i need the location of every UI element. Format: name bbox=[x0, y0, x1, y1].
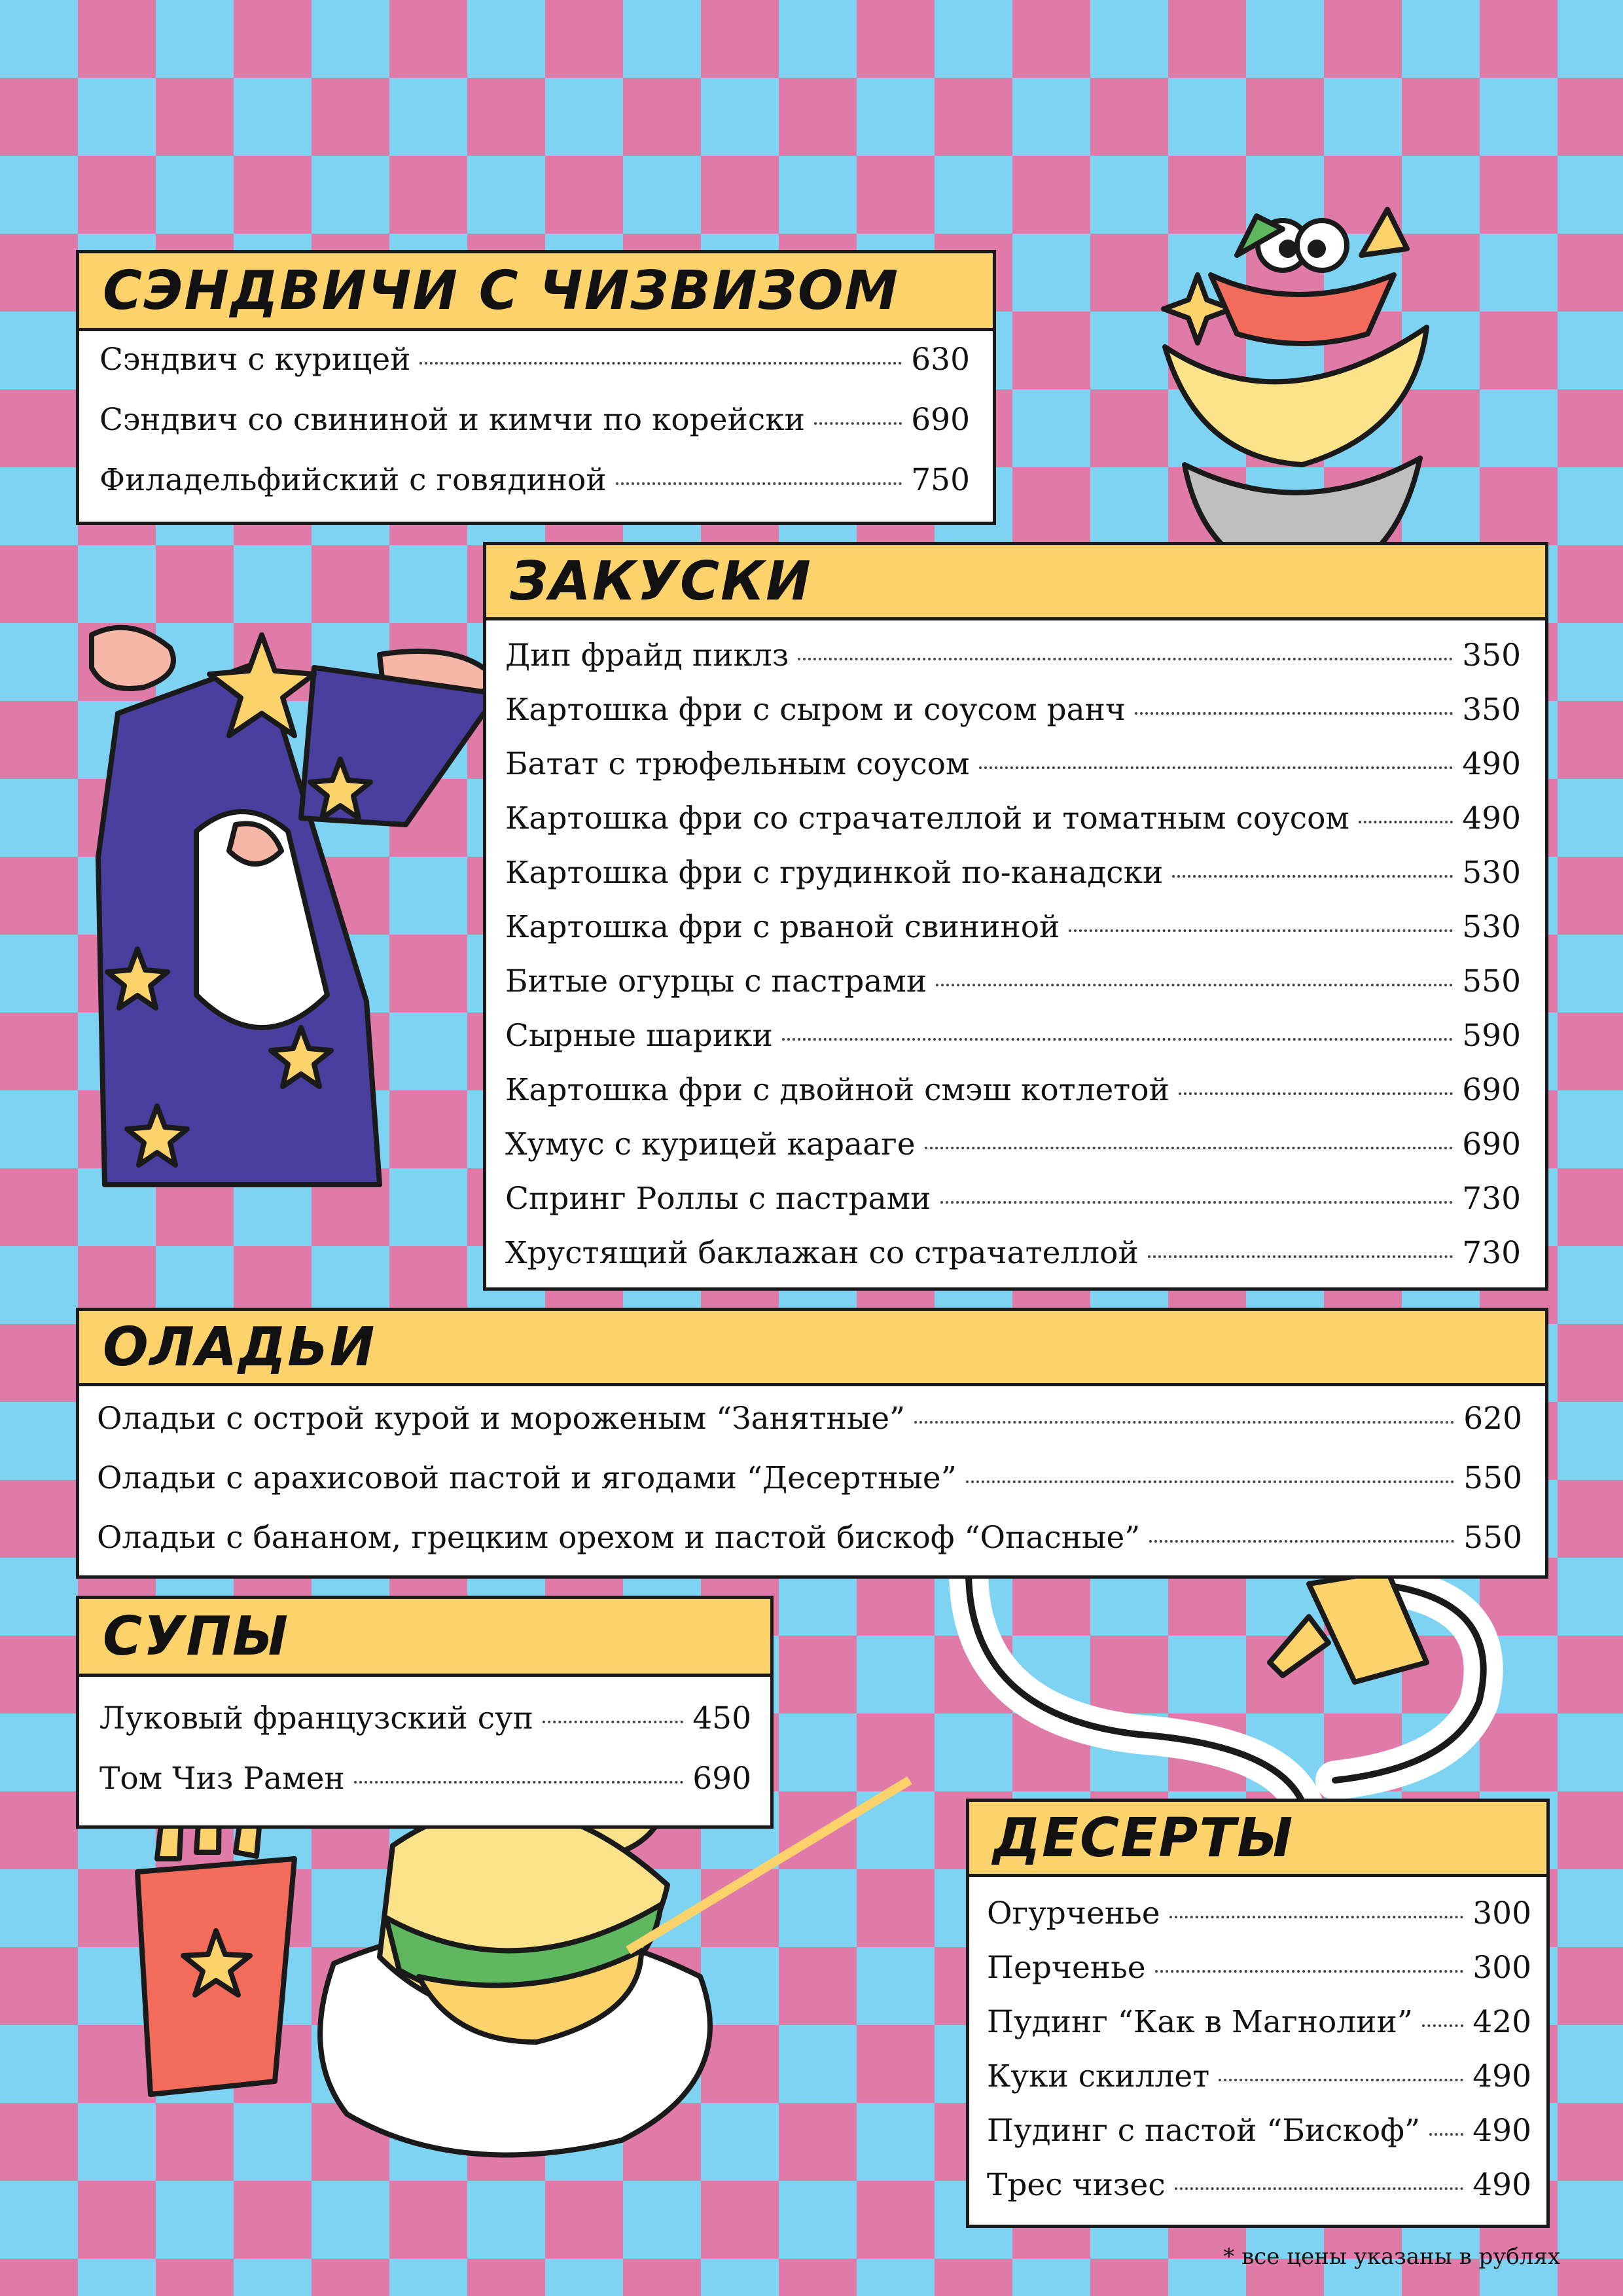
dot-leader bbox=[1359, 821, 1453, 823]
item-name: Оладьи с арахисовой пастой и ягодами “Десертные” bbox=[97, 1460, 957, 1496]
dot-leader bbox=[1422, 2024, 1463, 2027]
item-price: 690 bbox=[1462, 1126, 1521, 1162]
item-price: 550 bbox=[1463, 1460, 1522, 1496]
menu-item bbox=[505, 963, 1521, 999]
item-price: 550 bbox=[1462, 963, 1521, 999]
item-price: 690 bbox=[692, 1761, 751, 1797]
desserts-title: ДЕСЕРТЫ bbox=[966, 1799, 1550, 1877]
item-name: Оладьи с острой курой и мороженым “Занятные” bbox=[97, 1401, 906, 1437]
item-price: 490 bbox=[1462, 800, 1521, 836]
item-price: 490 bbox=[1472, 2113, 1531, 2149]
menu-item bbox=[99, 342, 970, 378]
dot-leader bbox=[1179, 1092, 1453, 1095]
menu-item bbox=[987, 2167, 1531, 2203]
dot-leader bbox=[979, 766, 1454, 769]
item-name: Филадельфийский с говядиной bbox=[99, 462, 607, 498]
item-price: 690 bbox=[1462, 1072, 1521, 1108]
menu-item bbox=[987, 2004, 1531, 2040]
item-price: 490 bbox=[1472, 2167, 1531, 2203]
item-price: 450 bbox=[692, 1700, 751, 1736]
item-name: Оладьи с бананом, грецким орехом и пастой бискоф “Опасные” bbox=[97, 1520, 1141, 1556]
dot-leader bbox=[1148, 1255, 1453, 1258]
item-price: 350 bbox=[1462, 637, 1521, 673]
dot-leader bbox=[966, 1480, 1455, 1483]
dot-leader bbox=[798, 658, 1453, 660]
menu-item bbox=[505, 1126, 1521, 1162]
item-name: Сэндвич с курицей bbox=[99, 342, 411, 378]
item-name: Спринг Роллы с пастрами bbox=[505, 1181, 931, 1217]
dot-leader bbox=[616, 482, 902, 485]
item-price: 730 bbox=[1462, 1235, 1521, 1271]
item-name: Сэндвич со свининой и кимчи по корейски bbox=[99, 402, 805, 438]
dot-leader bbox=[419, 362, 902, 365]
menu-item bbox=[505, 1072, 1521, 1108]
menu-item bbox=[99, 1700, 751, 1736]
item-price: 530 bbox=[1462, 909, 1521, 945]
menu-item bbox=[987, 1895, 1531, 1931]
menu-item bbox=[987, 2113, 1531, 2149]
item-price: 750 bbox=[911, 462, 970, 498]
item-price: 300 bbox=[1472, 1895, 1531, 1931]
dot-leader bbox=[1172, 875, 1453, 878]
item-price: 550 bbox=[1463, 1520, 1522, 1556]
dot-leader bbox=[1175, 2187, 1464, 2190]
menu-item bbox=[99, 462, 970, 498]
item-name: Огурченье bbox=[987, 1895, 1160, 1931]
menu-item bbox=[505, 800, 1521, 836]
dot-leader bbox=[1429, 2133, 1463, 2136]
menu-item bbox=[505, 1018, 1521, 1054]
item-name: Пудинг с пастой “Бискоф” bbox=[987, 2113, 1420, 2149]
menu-item bbox=[505, 692, 1521, 728]
item-name: Пудинг “Как в Магнолии” bbox=[987, 2004, 1413, 2040]
soups-title: СУПЫ bbox=[76, 1596, 774, 1677]
item-name: Хумус с курицей карааге bbox=[505, 1126, 916, 1162]
pancakes-title: ОЛАДЬИ bbox=[76, 1308, 1548, 1386]
dot-leader bbox=[914, 1421, 1454, 1424]
dot-leader bbox=[1155, 1970, 1464, 1973]
menu-item bbox=[505, 1181, 1521, 1217]
item-price: 490 bbox=[1462, 746, 1521, 782]
snacks-title: ЗАКУСКИ bbox=[483, 542, 1548, 620]
menu-item bbox=[987, 1950, 1531, 1986]
menu-item bbox=[99, 402, 970, 438]
menu-item bbox=[505, 637, 1521, 673]
menu-item bbox=[505, 855, 1521, 891]
wizard-illustration bbox=[39, 609, 497, 1211]
menu-item bbox=[505, 909, 1521, 945]
dot-leader bbox=[1069, 929, 1453, 932]
item-name: Трес чизес bbox=[987, 2167, 1166, 2203]
menu-item bbox=[987, 2058, 1531, 2094]
menu-item bbox=[97, 1520, 1522, 1556]
dot-leader bbox=[1219, 2079, 1463, 2081]
dot-leader bbox=[1135, 712, 1453, 715]
item-name: Картошка фри с сыром и соусом ранч bbox=[505, 692, 1126, 728]
item-price: 420 bbox=[1472, 2004, 1531, 2040]
dot-leader bbox=[936, 984, 1453, 986]
item-price: 490 bbox=[1472, 2058, 1531, 2094]
menu-item bbox=[97, 1401, 1522, 1437]
dot-leader bbox=[782, 1038, 1454, 1041]
dot-leader bbox=[925, 1147, 1454, 1149]
item-name: Картошка фри со страчателлой и томатным соусом bbox=[505, 800, 1349, 836]
item-price: 620 bbox=[1463, 1401, 1522, 1437]
item-name: Картошка фри с грудинкой по-канадски bbox=[505, 855, 1164, 891]
item-price: 590 bbox=[1462, 1018, 1521, 1054]
item-price: 630 bbox=[911, 342, 970, 378]
dot-leader bbox=[354, 1781, 684, 1784]
item-name: Батат с трюфельным соусом bbox=[505, 746, 970, 782]
dot-leader bbox=[814, 422, 902, 425]
item-name: Хрустящий баклажан со страчателлой bbox=[505, 1235, 1139, 1271]
dot-leader bbox=[1149, 1540, 1454, 1543]
item-name: Том Чиз Рамен bbox=[99, 1761, 345, 1797]
item-price: 730 bbox=[1462, 1181, 1521, 1217]
item-price: 690 bbox=[911, 402, 970, 438]
item-name: Битые огурцы с пастрами bbox=[505, 963, 927, 999]
price-footnote: * все цены указаны в рублях bbox=[1223, 2244, 1560, 2270]
dot-leader bbox=[940, 1201, 1454, 1204]
item-name: Луковый французский суп bbox=[99, 1700, 534, 1736]
menu-item bbox=[97, 1460, 1522, 1496]
dot-leader bbox=[543, 1721, 683, 1723]
item-name: Картошка фри с рваной свининой bbox=[505, 909, 1060, 945]
dot-leader bbox=[1169, 1916, 1464, 1918]
item-name: Сырные шарики bbox=[505, 1018, 773, 1054]
item-name: Перченье bbox=[987, 1950, 1146, 1986]
item-price: 350 bbox=[1462, 692, 1521, 728]
item-name: Дип фрайд пиклз bbox=[505, 637, 789, 673]
item-name: Куки скиллет bbox=[987, 2058, 1210, 2094]
item-price: 300 bbox=[1472, 1950, 1531, 1986]
item-price: 530 bbox=[1462, 855, 1521, 891]
item-name: Картошка фри с двойной смэш котлетой bbox=[505, 1072, 1169, 1108]
menu-item bbox=[505, 746, 1521, 782]
menu-item bbox=[505, 1235, 1521, 1271]
salad-bowl-illustration bbox=[1113, 111, 1479, 609]
menu-item bbox=[99, 1761, 751, 1797]
sauce-bottle-illustration bbox=[916, 1558, 1571, 1833]
sandwiches-title: СЭНДВИЧИ С ЧИЗВИЗОМ bbox=[76, 250, 996, 331]
